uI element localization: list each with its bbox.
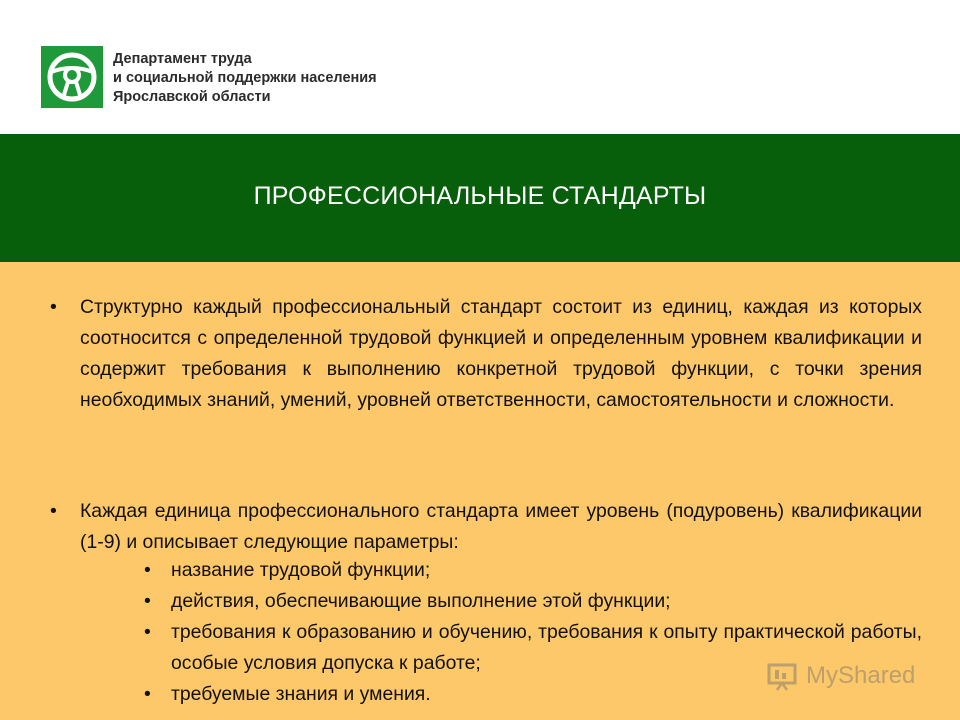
title-banner xyxy=(0,134,960,262)
sub-list-item xyxy=(144,586,922,617)
bullet-icon: • xyxy=(144,683,151,705)
watermark-text: MyShared xyxy=(806,662,916,689)
bullet-text: Каждая единица профессионального стандарта имеет уровень (подуровень) квалификации (1-9) и описывает следующие параметры: xyxy=(80,500,922,553)
org-line-1: Департамент труда xyxy=(113,51,252,67)
sub-list-item xyxy=(144,555,922,586)
sub-bullet-text: требуемые знания и умения. xyxy=(171,683,431,705)
watermark xyxy=(766,660,936,694)
bullet-icon: • xyxy=(144,590,151,612)
department-logo xyxy=(41,46,103,108)
org-line-3: Ярославской области xyxy=(113,89,271,105)
sub-bullet-text: название трудовой функции; xyxy=(171,559,431,581)
bullet-icon: • xyxy=(144,621,151,643)
organization-name xyxy=(113,50,473,107)
list-item xyxy=(50,496,922,558)
org-line-2: и социальной поддержки населения xyxy=(113,70,377,86)
bullet-text: Структурно каждый профессиональный стандарт состоит из единиц, каждая из которых соотносится с определенной трудовой функцией и определенным уровнем квалификации и содержит требования к выполнению конкретной трудовой функции, с точки зрения необходимых знаний, умений, уровней ответственности, самостоятельности и сложности. xyxy=(80,296,922,411)
list-item xyxy=(50,292,922,416)
presentation-icon xyxy=(766,660,798,692)
bullet-icon: • xyxy=(144,559,151,581)
bullet-icon: • xyxy=(50,296,57,318)
sub-bullet-text: действия, обеспечивающие выполнение этой функции; xyxy=(171,590,671,612)
steering-wheel-icon xyxy=(41,46,103,108)
page-title: ПРОФЕССИОНАЛЬНЫЕ СТАНДАРТЫ xyxy=(253,182,707,210)
content-area xyxy=(0,262,960,720)
bullet-icon: • xyxy=(50,500,57,522)
header xyxy=(0,0,960,134)
sub-bullet-text: требования к образованию и обучению, требования к опыту практической работы, особые условия допуска к работе; xyxy=(171,621,922,674)
